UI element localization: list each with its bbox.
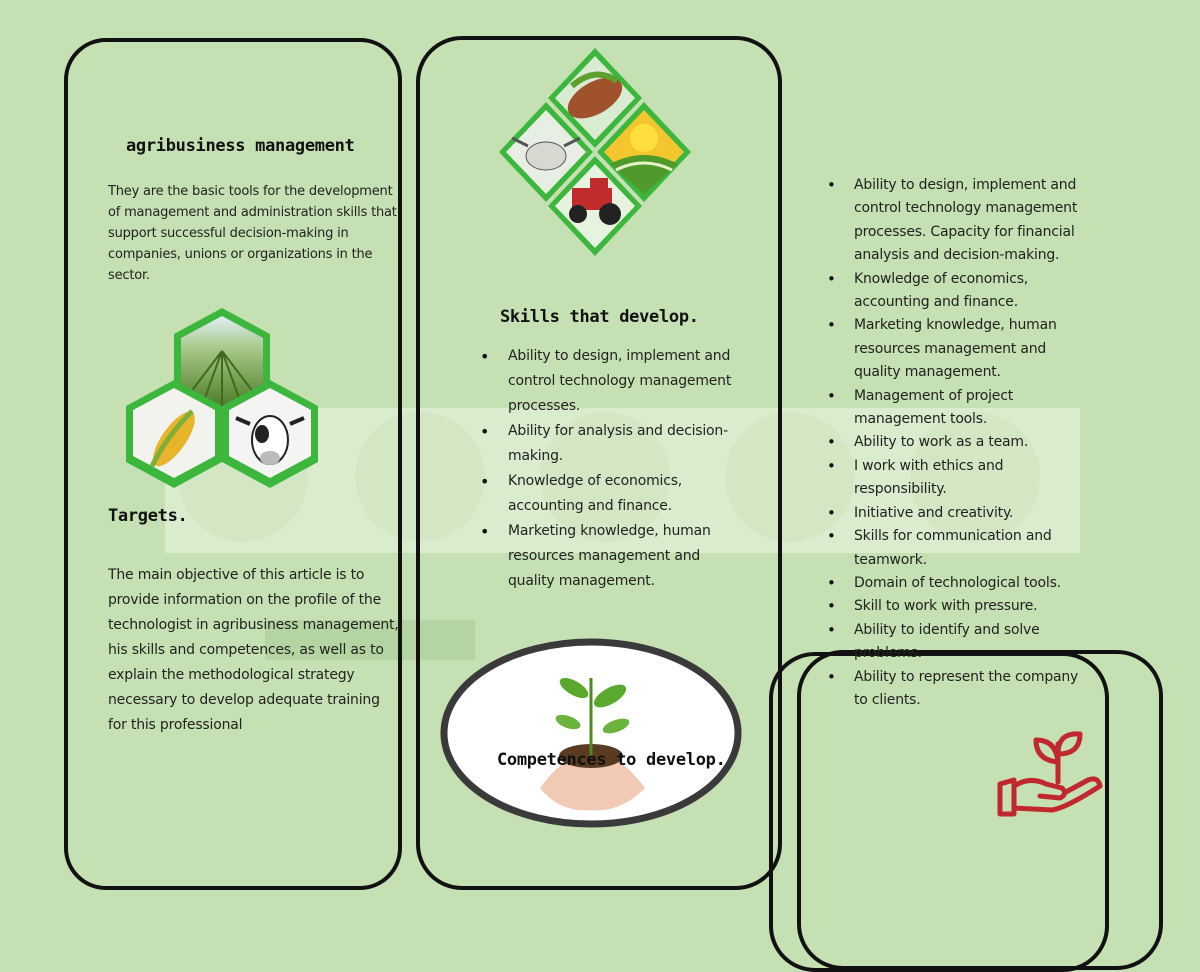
list-item: • Knowledge of economics, accounting and finance.	[827, 268, 1092, 315]
list-item: • Ability for analysis and decision-making.	[480, 419, 750, 469]
list-item: • Ability to design, implement and control technology management processes. Capacity for financial analysis and decision-making.	[827, 174, 1092, 268]
list-item: • Knowledge of economics, accounting and finance.	[480, 469, 750, 519]
targets-heading: Targets.	[108, 506, 188, 526]
competences-heading: Competences to develop.	[497, 750, 726, 770]
list-item: • Management of project management tools.	[827, 385, 1092, 432]
list-item: • Marketing knowledge, human resources management and quality management.	[827, 314, 1092, 384]
list-item: • Initiative and creativity.	[827, 502, 1092, 525]
list-item: • Ability to represent the company to clients.	[827, 666, 1092, 713]
competences-list	[827, 174, 1092, 712]
agriculture-diamond-collage	[492, 46, 698, 260]
list-item: • Skills for communication and teamwork.	[827, 525, 1092, 572]
left-title: agribusiness management	[126, 136, 355, 156]
skills-heading: Skills that develop.	[500, 307, 699, 327]
list-item: • Ability to design, implement and control technology management processes.	[480, 344, 750, 419]
seedling-in-hands-photo	[440, 638, 742, 828]
list-item: • Ability to identify and solve problems.	[827, 619, 1092, 666]
agriculture-hexagon-collage	[122, 306, 322, 492]
list-item: • Ability to work as a team.	[827, 431, 1092, 454]
skills-list	[480, 344, 750, 594]
list-item: • Domain of technological tools.	[827, 572, 1092, 595]
list-item: • Marketing knowledge, human resources management and quality management.	[480, 519, 750, 594]
targets-text: The main objective of this article is to provide information on the profile of the technologist in agribusiness management, his skills and competences, as well as to explain the methodological strategy necessary to develop adequate training for this professional	[108, 567, 399, 733]
list-item: • Skill to work with pressure.	[827, 595, 1092, 618]
left-intro: They are the basic tools for the development of management and administration skills that support successful decision-making in companies, unions or organizations in the sector.	[108, 184, 397, 283]
hand-plant-icon	[996, 714, 1106, 820]
list-item: • I work with ethics and responsibility.	[827, 455, 1092, 502]
